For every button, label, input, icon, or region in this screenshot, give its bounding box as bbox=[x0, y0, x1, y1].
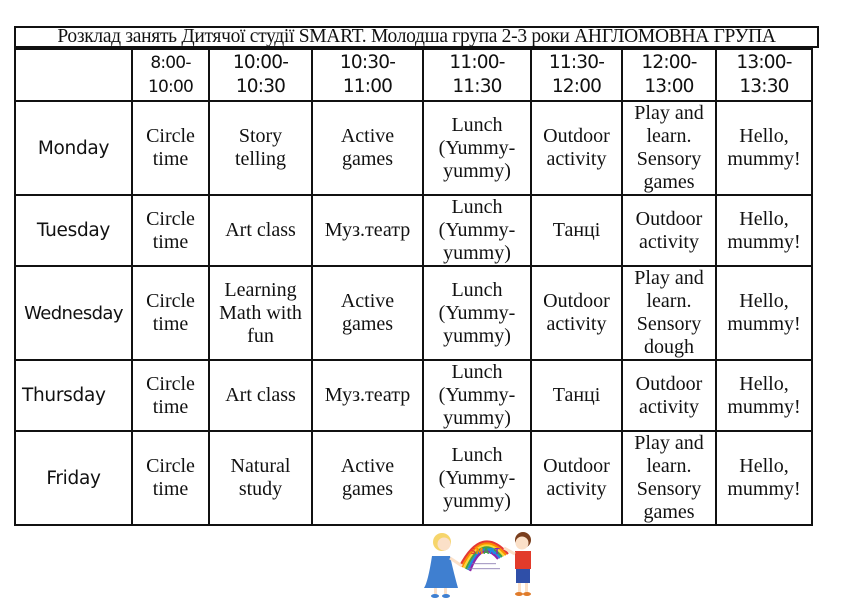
time-slot-header: 10:00- 10:30 bbox=[209, 49, 312, 101]
logo-letter: T bbox=[494, 547, 500, 556]
time-slot-header: 11:00- 11:30 bbox=[423, 49, 531, 101]
activity-cell: Lunch (Yummy- yummy) bbox=[423, 360, 531, 431]
activity-cell: Play and learn. Sensory games bbox=[622, 101, 716, 195]
activity-cell: Муз.театр bbox=[312, 360, 423, 431]
activity-cell: Circle time bbox=[132, 195, 209, 266]
smart-studio-logo bbox=[422, 526, 542, 600]
activity-cell: Hello, mummy! bbox=[716, 195, 812, 266]
activity-cell: Play and learn. Sensory games bbox=[622, 431, 716, 525]
table-row-friday bbox=[15, 431, 812, 525]
table-row-thursday bbox=[15, 360, 812, 431]
activity-cell: Natural study bbox=[209, 431, 312, 525]
activity-cell: Circle time bbox=[132, 431, 209, 525]
activity-cell: Circle time bbox=[132, 101, 209, 195]
activity-cell: Art class bbox=[209, 360, 312, 431]
activity-cell: Танці bbox=[531, 360, 622, 431]
logo-letter: A bbox=[483, 547, 490, 556]
activity-cell: Муз.театр bbox=[312, 195, 423, 266]
table-row-wednesday bbox=[15, 266, 812, 360]
activity-cell: Lunch (Yummy- yummy) bbox=[423, 431, 531, 525]
activity-cell: Outdoor activity bbox=[622, 360, 716, 431]
activity-cell: Story telling bbox=[209, 101, 312, 195]
activity-cell: Outdoor activity bbox=[531, 431, 622, 525]
day-label: Friday bbox=[15, 431, 132, 525]
girl-figure-icon bbox=[424, 533, 462, 598]
day-label: Monday bbox=[15, 101, 132, 195]
activity-cell: Art class bbox=[209, 195, 312, 266]
activity-cell: Outdoor activity bbox=[622, 195, 716, 266]
activity-cell: Play and learn. Sensory dough bbox=[622, 266, 716, 360]
schedule-table bbox=[14, 48, 813, 526]
time-slot-header: 10:30- 11:00 bbox=[312, 49, 423, 101]
logo-letter: M bbox=[475, 547, 484, 556]
logo-letter: R bbox=[489, 547, 495, 556]
activity-cell: Circle time bbox=[132, 360, 209, 431]
activity-cell: Hello, mummy! bbox=[716, 360, 812, 431]
activity-cell: Active games bbox=[312, 431, 423, 525]
boy-figure-icon bbox=[504, 532, 531, 596]
day-label: Thursday bbox=[15, 360, 132, 431]
activity-cell: Hello, mummy! bbox=[716, 101, 812, 195]
rainbow-icon bbox=[460, 542, 508, 572]
activity-cell: Active games bbox=[312, 101, 423, 195]
activity-cell: Circle time bbox=[132, 266, 209, 360]
activity-cell: Lunch (Yummy- yummy) bbox=[423, 101, 531, 195]
day-label: Wednesday bbox=[15, 266, 132, 360]
table-row-tuesday bbox=[15, 195, 812, 266]
day-label: Tuesday bbox=[15, 195, 132, 266]
time-slot-header: 13:00- 13:30 bbox=[716, 49, 812, 101]
time-slot-header: 12:00- 13:00 bbox=[622, 49, 716, 101]
time-slot-header: 11:30- 12:00 bbox=[531, 49, 622, 101]
activity-cell: Learning Math with fun bbox=[209, 266, 312, 360]
activity-cell: Hello, mummy! bbox=[716, 431, 812, 525]
kids-rainbow-logo-icon bbox=[422, 526, 542, 600]
activity-cell: Outdoor activity bbox=[531, 101, 622, 195]
schedule-title: Розклад занять Дитячої студії SMART. Молодша група 2-3 роки АНГЛОМОВНА ГРУПА bbox=[14, 26, 819, 48]
table-row-monday bbox=[15, 101, 812, 195]
logo-text bbox=[470, 547, 500, 556]
logo-letter: S bbox=[470, 547, 476, 556]
activity-cell: Lunch (Yummy- yummy) bbox=[423, 266, 531, 360]
activity-cell: Танці bbox=[531, 195, 622, 266]
activity-cell: Lunch (Yummy- yummy) bbox=[423, 195, 531, 266]
time-slot-header: 8:00- 10:00 bbox=[132, 49, 209, 101]
activity-cell: Hello, mummy! bbox=[716, 266, 812, 360]
activity-cell: Active games bbox=[312, 266, 423, 360]
activity-cell: Outdoor activity bbox=[531, 266, 622, 360]
header-row bbox=[15, 49, 812, 101]
corner-cell bbox=[15, 49, 132, 101]
